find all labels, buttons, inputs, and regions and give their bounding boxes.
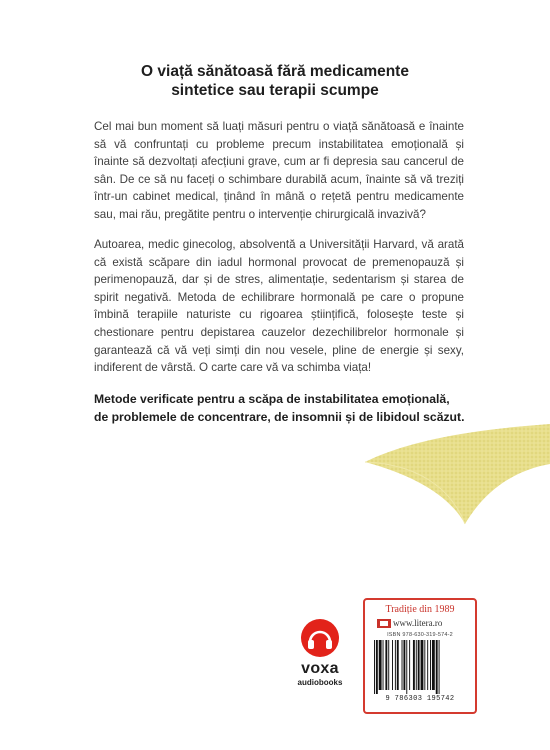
tradition-label: Tradiție din 1989 [385, 604, 455, 615]
blurb-paragraph-1: Cel mai bun moment să luați măsuri pentru o viață sănătoasă e înainte să vă confruntați cu probleme precum instabilitatea emoțională și înainte să dezvoltați afecțiuni grave, cum ar fi depresia sau cancerul de sân. De ce să nu faceți o schimbare durabilă acum, înainte să vă treziți într-un cabinet medical, ținând în mână o rețetă pentru medicamente sau, mai rău, pregătite pentru o intervenție chirurgicală invazivă? [94, 120, 464, 221]
tagline-line-2: de problemele de concentrare, de insomnii și de libidoul scăzut. [94, 410, 465, 424]
barcode-digits: 9 786303 195742 [385, 695, 455, 703]
barcode-bar [383, 640, 384, 690]
barcode-bar [402, 640, 403, 690]
barcode-bar [376, 640, 378, 694]
blurb-paragraph-2: Autoarea, medic ginecolog, absolventă a Universității Harvard, vă arată că există scăpare din iadul hormonal provocat de premenopauză și perimenopauză, dar și de stres, alimentație, sedentarism și starea de spirit negativă. Metoda de echilibrare hormonală pe care o propune îmbină terapiile naturiste cu rigoarea științifică, folosește teste și chestionare pentru depistarea cauzelor dezechilibrelor hormonale și garantează că vă veți simți din nou vesele, pline de energie și sexy, indiferent de vârstă. O carte care vă va schimba viața! [94, 238, 464, 375]
barcode-bar [388, 640, 389, 690]
barcode-bars [373, 640, 467, 694]
barcode-bar [395, 640, 396, 690]
website-text: www.litera.ro [393, 618, 443, 628]
barcode-bar [427, 640, 428, 690]
litera-mark-icon [377, 619, 391, 628]
barcode-bar [421, 640, 424, 690]
cover-title-line-1: O viață sănătoasă fără medicamente [141, 63, 409, 80]
barcode-bar [406, 640, 407, 694]
barcode-bar [424, 640, 425, 690]
barcode-bar [409, 640, 410, 690]
decorative-swoosh [355, 420, 550, 530]
barcode-bar [403, 640, 405, 690]
barcode-bar [416, 640, 417, 690]
barcode-bar [436, 640, 438, 694]
publisher-name: voxa [301, 660, 339, 677]
barcode-bar [374, 640, 375, 694]
barcode-bar [432, 640, 435, 690]
cover-title-line-2: sintetice sau terapii scumpe [171, 82, 379, 99]
isbn-text: ISBN 978-630-319-574-2 [387, 632, 453, 638]
barcode-bar [418, 640, 420, 690]
headphones-icon [300, 618, 340, 658]
cover-title [60, 62, 490, 100]
website-row [377, 618, 467, 630]
publisher-subtitle: audiobooks [297, 678, 343, 687]
barcode-panel [363, 598, 477, 714]
barcode-bar [413, 640, 415, 690]
barcode-bar [439, 640, 440, 694]
barcode-bar [385, 640, 387, 690]
barcode-bar [392, 640, 393, 690]
barcode-bar [379, 640, 382, 690]
barcode-bar [430, 640, 431, 690]
barcode-bar [397, 640, 399, 690]
publisher-logo [286, 618, 354, 708]
tagline-line-1: Metode verificate pentru a scăpa de instabilitatea emoțională, [94, 392, 450, 406]
